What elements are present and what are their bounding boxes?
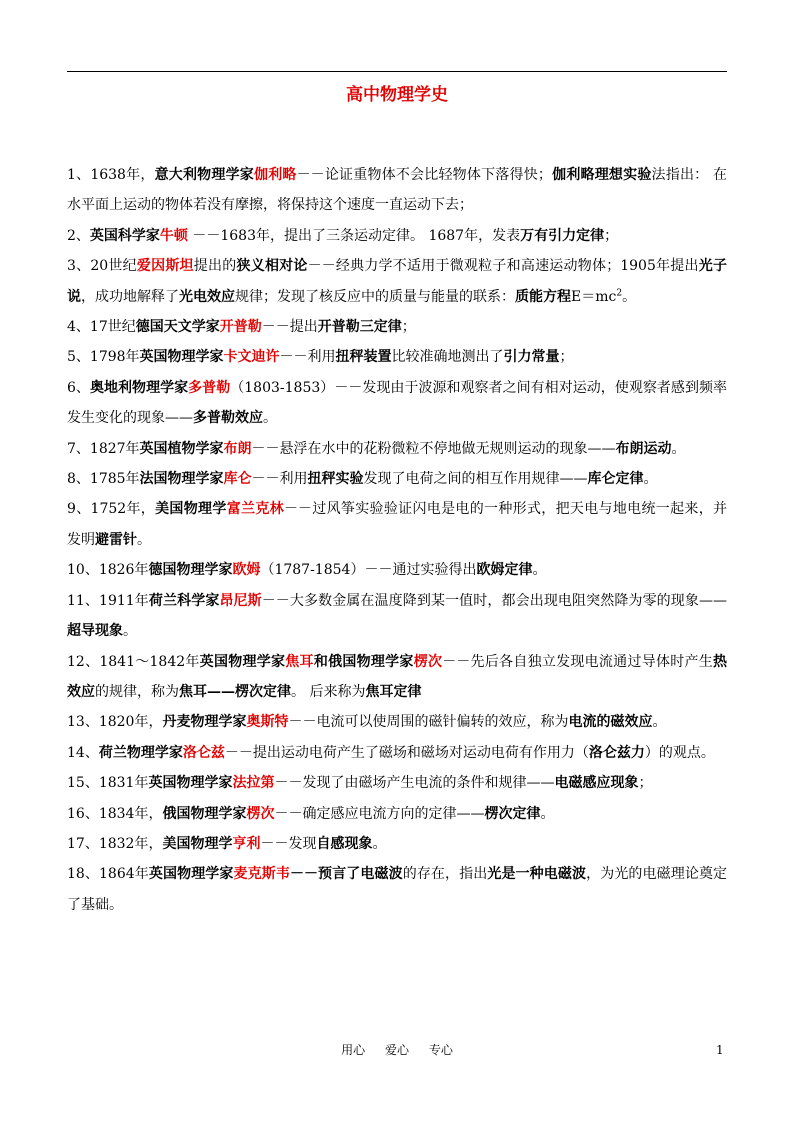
history-entry (67, 707, 727, 737)
entry-text: －－利用 (279, 349, 336, 366)
entry-text: 。 (671, 440, 686, 457)
header-rule (67, 71, 727, 72)
key-term: 布朗运动 (615, 440, 672, 457)
entry-text: 发现了电荷之间的相互作用规律—— (363, 471, 588, 488)
key-term: 光电效应 (179, 288, 235, 305)
entry-text: －－提出运动电荷产生了磁场和磁场对运动电荷有作用力（ (224, 744, 589, 761)
key-term: 扭秤装置 (335, 349, 392, 366)
scientist-name: 欧姆 (232, 562, 261, 579)
entry-text: 。 (643, 471, 658, 488)
key-term: 洛仑兹力 (588, 744, 645, 761)
entry-text: ）的观点。 (644, 744, 715, 761)
scientist-name: 奥斯特 (246, 714, 289, 731)
key-term: 电流的磁效应 (568, 714, 653, 731)
entry-text: ； (559, 349, 574, 366)
entry-text: 18、1864年 (67, 866, 149, 883)
entry-text: 15、1831年 (67, 775, 149, 792)
scientist-name: 洛仑兹 (182, 744, 225, 761)
entry-text: 1、1638年， (67, 167, 155, 183)
entry-text: －－1683年，提出了三条运动定律。 1687年，发表 (187, 227, 521, 244)
entry-text: 7、1827年 (67, 440, 140, 457)
entry-text: 。 (532, 562, 547, 579)
entry-text: 4、17世纪 (67, 319, 136, 336)
entry-text: 5、1798年 (67, 349, 140, 366)
key-term: 英国物理学家 (199, 653, 286, 670)
key-term: 超导现象 (67, 623, 123, 640)
entry-text: －－电流可以使周围的磁针偏转的效应，称为 (288, 714, 569, 731)
entry-text: 的规律，称为 (95, 683, 179, 700)
history-entry (67, 586, 727, 647)
history-entry (67, 312, 727, 342)
key-term: 电磁感应现象 (554, 775, 639, 792)
scientist-name: 卡文迪许 (223, 349, 280, 366)
history-entry (67, 373, 727, 434)
key-term: 电磁波 (360, 866, 403, 883)
key-term: 俄国物理学家 (162, 805, 247, 822)
entry-text: －－发现了由磁场产生电流的条件和规律—— (274, 775, 555, 792)
key-term: 德国物理学家 (148, 562, 233, 579)
scientist-name: 牛顿 (159, 227, 188, 244)
entry-text: －－经典力学不适用于微观粒子和高速运动物体；1905年提出 (307, 258, 699, 275)
entry-text: 10、1826年 (67, 562, 149, 579)
entry-text: 9、1752年， (67, 501, 156, 518)
entry-text: －－提出 (261, 319, 318, 336)
entry-text: 17、1832年， (67, 835, 163, 852)
key-term: 欧姆定律 (476, 562, 533, 579)
key-term: 质能方程 (515, 288, 571, 305)
key-term: 楞次定律 (484, 805, 541, 822)
key-term: 伽利略理想实验 (551, 167, 652, 183)
footer-word: 爱心 (384, 1043, 409, 1057)
key-term: 开普勒三定律 (317, 319, 402, 336)
entry-text: ； (604, 227, 619, 244)
entry-text: ，为光的电磁理论奠定了基础。 (67, 866, 728, 913)
history-entry (67, 768, 727, 798)
history-entry (67, 738, 727, 768)
key-term: 英国物理学家 (148, 775, 233, 792)
entry-text: 。 (123, 623, 137, 640)
entry-list (67, 160, 727, 920)
key-term: 英国科学家 (89, 227, 160, 244)
key-term: 万有引力定律 (520, 227, 605, 244)
key-term: 美国物理学 (162, 835, 233, 852)
key-term: 美国物理学 (155, 501, 227, 518)
key-term: 多普勒效应 (193, 410, 263, 427)
entry-text: 比较准确地测出了 (391, 349, 504, 366)
footer-word: 用心 (341, 1043, 366, 1057)
entry-text: －－利用 (251, 471, 308, 488)
scientist-name: 楞次 (413, 653, 443, 670)
history-entry (67, 434, 727, 464)
page-number: 1 (716, 1043, 724, 1057)
key-term: 避雷针 (95, 531, 137, 548)
scientist-name: 伽利略 (254, 167, 297, 183)
history-entry (67, 342, 727, 372)
entry-text: （1803-1853）－－发现由于波源和观察者之间有相对运动，使观察者感到频率发生变化的现象—— (67, 379, 727, 427)
history-entry (67, 251, 727, 312)
entry-text: ，成功地解释了 (81, 288, 179, 305)
key-term: 和俄国物理学家 (313, 653, 414, 670)
scientist-name: 亨利 (232, 835, 261, 852)
key-term: 英国植物学家 (139, 440, 224, 457)
key-term: 德国天文学家 (135, 319, 220, 336)
key-term: 法国物理学家 (139, 471, 224, 488)
history-entry (67, 555, 727, 585)
entry-text: 3、20世纪 (67, 258, 137, 275)
scientist-name: 开普勒 (219, 319, 262, 336)
history-entry (67, 799, 727, 829)
scientist-name: 多普勒 (188, 379, 231, 396)
key-term: 库仑定律 (587, 471, 644, 488)
entry-text: 。 后来称为 (291, 683, 366, 700)
entry-text: 6、 (67, 379, 90, 396)
entry-text: 。 (372, 835, 387, 852)
scientist-name: 富兰克林 (226, 501, 284, 518)
entry-text: 14、 (67, 744, 99, 761)
scientist-name: 法拉第 (232, 775, 275, 792)
key-term: 焦耳定律 (365, 683, 422, 700)
key-term: 英国物理学家 (139, 349, 224, 366)
entry-text: 。 (263, 410, 277, 427)
entry-text: －－确定感应电流方向的定律—— (274, 805, 485, 822)
history-entry (67, 494, 727, 555)
entry-text: 2、 (67, 227, 90, 244)
key-term: 意大利物理学家 (154, 167, 254, 183)
history-entry (67, 829, 727, 859)
key-term: 引力常量 (503, 349, 560, 366)
history-entry (67, 160, 727, 221)
entry-text: 法指出： 在水平面上运动的物体若没有摩擦，将保持这个速度一直运动下去； (67, 167, 728, 214)
scientist-name: 焦耳 (285, 653, 314, 670)
key-term: 光是一种电磁波 (487, 866, 587, 883)
entry-text: 。 (137, 531, 151, 548)
scientist-name: 昂尼斯 (219, 592, 262, 609)
key-term: 焦耳——楞次定律 (179, 683, 291, 700)
scientist-name: 麦克斯韦 (233, 866, 290, 883)
entry-text: ； (401, 319, 416, 336)
scientist-name: 爱因斯坦 (136, 258, 194, 275)
history-entry (67, 859, 727, 920)
key-term: 英国物理学家 (148, 866, 234, 883)
entry-text: 12、1841～1842年 (67, 653, 200, 670)
entry-text: 8、1785年 (67, 471, 140, 488)
entry-text: －－悬浮在水中的花粉微粒不停地做无规则运动的现象—— (251, 440, 616, 457)
entry-text: （1787-1854）－－通过实验得出 (260, 562, 477, 579)
entry-text: －－大多数金属在温度降到某一值时，都会出现电阻突然降为零的现象—— (261, 592, 728, 609)
entry-text: 规律；发现了核反应中的质量与能量的联系： (235, 288, 515, 305)
document-title: 高中物理学史 (346, 85, 448, 105)
entry-text: 11、1911年 (67, 592, 149, 609)
key-term: 奥地利物理学家 (89, 379, 189, 396)
entry-text: －－发现 (260, 835, 317, 852)
key-term: 荷兰科学家 (148, 592, 220, 609)
history-entry (67, 647, 727, 708)
footer (0, 1040, 794, 1060)
entry-text: 。 (622, 288, 637, 305)
key-term: 扭秤实验 (307, 471, 364, 488)
key-term: 荷兰物理学家 (98, 744, 183, 761)
scientist-name: 布朗 (223, 440, 252, 457)
entry-text: E＝mc (571, 288, 617, 305)
key-term: 丹麦物理学家 (162, 714, 247, 731)
history-entry (67, 221, 727, 251)
key-term: 自感现象 (316, 835, 373, 852)
entry-text: 。 (540, 805, 555, 822)
key-term: －－预言了 (289, 866, 361, 883)
entry-text: 2 (616, 287, 623, 298)
entry-text: 13、1820年， (67, 714, 163, 731)
entry-text: ； (638, 775, 653, 792)
entry-text: 16、1834年， (67, 805, 163, 822)
scientist-name: 库仑 (223, 471, 252, 488)
key-term: 光子说 (67, 258, 728, 305)
history-entry (67, 464, 727, 494)
entry-text: －－先后各自独立发现电流通过导体时产生 (442, 653, 714, 670)
entry-text: 的存在，指出 (402, 866, 488, 883)
key-term: 热效应 (67, 653, 728, 700)
entry-text: －－过风筝实验验证闪电是电的一种形式，把天电与地电统一起来，并发明 (67, 501, 728, 548)
key-term: 狭义相对论 (236, 258, 308, 275)
entry-text: 提出的 (193, 258, 237, 275)
entry-text: 。 (652, 714, 667, 731)
entry-text: －－论证重物体不会比轻物体下落得快； (296, 167, 552, 183)
scientist-name: 楞次 (246, 805, 275, 822)
footer-word: 专心 (428, 1043, 453, 1057)
